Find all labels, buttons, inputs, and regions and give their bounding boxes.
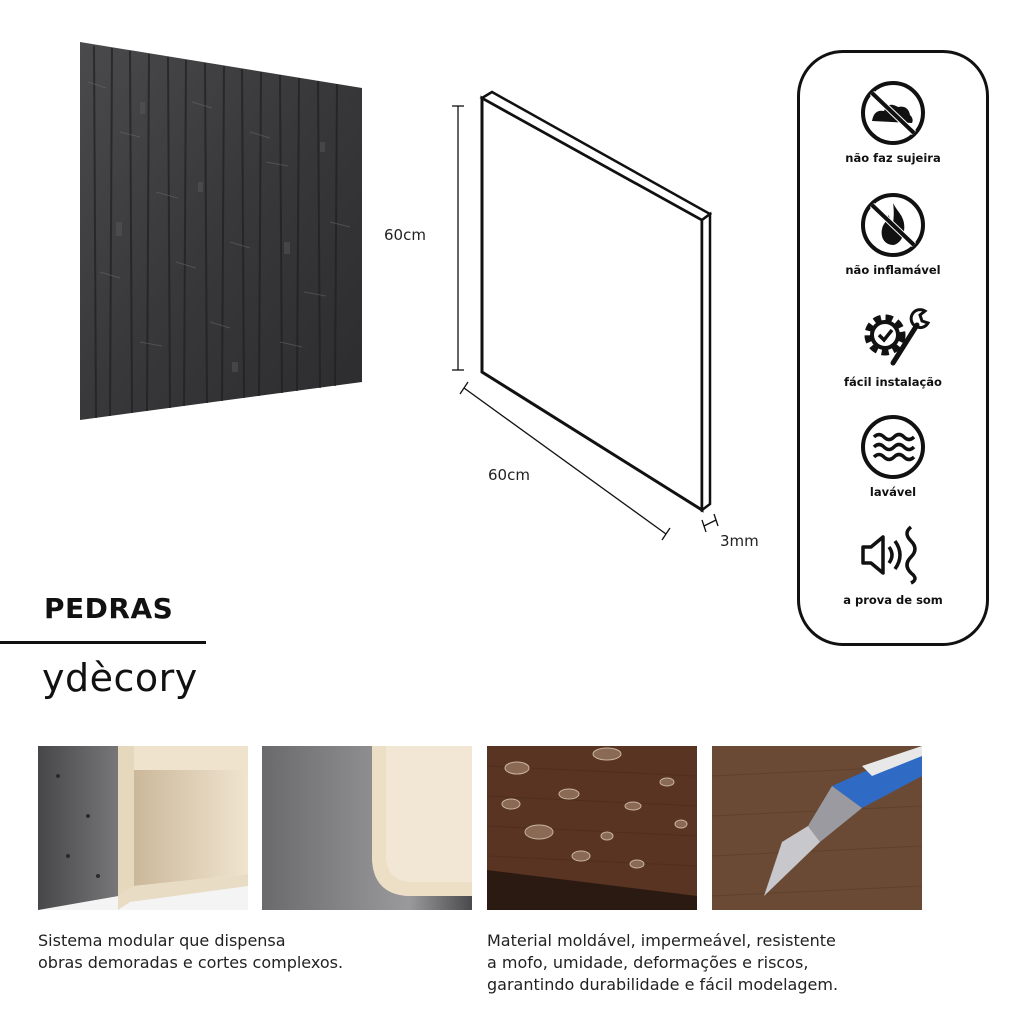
brand-divider (0, 641, 206, 644)
feature-label: a prova de som (843, 593, 943, 607)
product-title: PEDRAS (44, 592, 174, 625)
features-panel (797, 50, 989, 646)
feature-non-flammable (800, 193, 986, 277)
caption-line: Sistema modular que dispensa (38, 931, 286, 950)
feature-label: não inflamável (845, 263, 941, 277)
feature-soundproof (800, 523, 986, 607)
soundproof-icon (853, 523, 933, 587)
dimension-diagram (370, 90, 770, 560)
feature-label: fácil instalação (844, 375, 942, 389)
stone-panel-image (80, 42, 362, 420)
feature-label: lavável (869, 485, 917, 499)
caption-line: garantindo durabilidade e fácil modelagem. (487, 975, 839, 994)
width-label: 60cm (488, 466, 530, 484)
brand-logo: ydècory (42, 656, 198, 700)
gear-wrench-icon (853, 305, 933, 369)
non-flammable-icon (858, 193, 928, 257)
feature-no-dirt (800, 81, 986, 165)
feature-easy-install (800, 305, 986, 389)
photo-panel-corner (38, 746, 248, 910)
photo-cutter-knife (712, 746, 922, 910)
caption-material (487, 930, 838, 996)
feature-washable (800, 415, 986, 499)
photo-flexible-panel (262, 746, 472, 910)
caption-line: obras demoradas e cortes complexos. (38, 953, 344, 972)
caption-line: a mofo, umidade, deformações e riscos, (487, 953, 809, 972)
washable-icon (858, 415, 928, 479)
caption-line: Material moldável, impermeável, resistente (487, 931, 836, 950)
photo-waterproof-surface (487, 746, 697, 910)
no-dirt-icon (858, 81, 928, 145)
caption-modular (38, 930, 343, 974)
height-label: 60cm (384, 226, 426, 244)
thickness-label: 3mm (720, 532, 759, 550)
feature-label: não faz sujeira (845, 151, 941, 165)
